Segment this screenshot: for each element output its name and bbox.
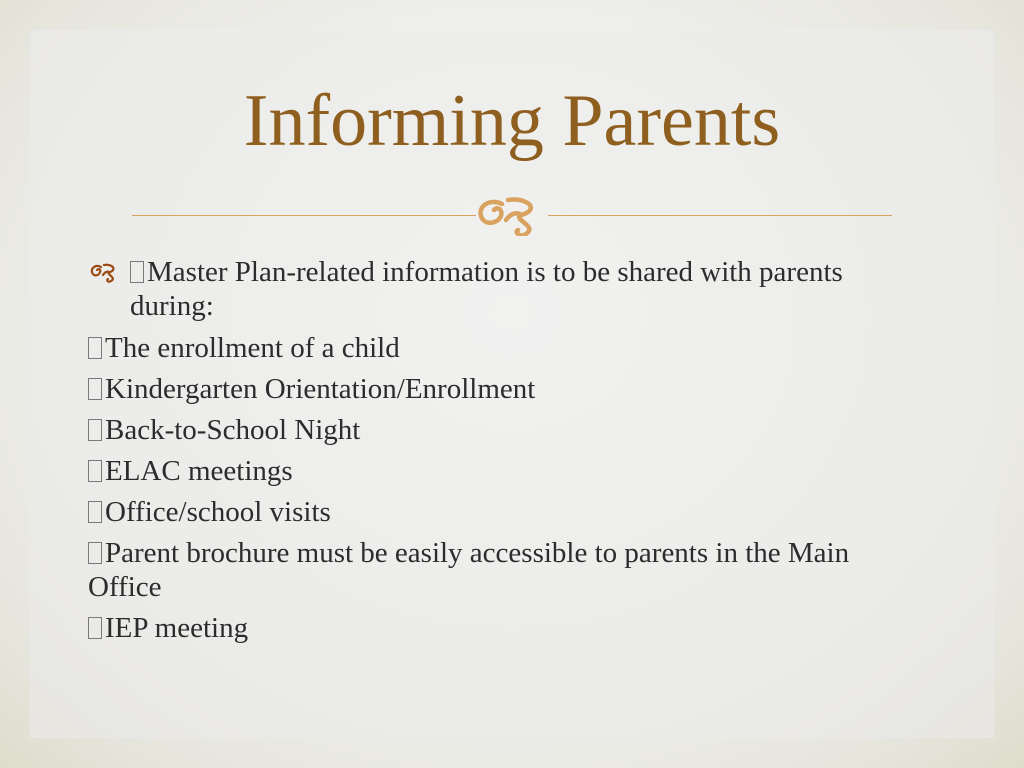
divider-rule-left <box>132 215 476 216</box>
scroll-flourish-icon <box>472 192 552 236</box>
divider-rule-right <box>548 215 892 216</box>
placeholder-glyph <box>88 337 102 359</box>
list-item <box>88 495 928 529</box>
list-item-text: Office/school visits <box>105 496 331 528</box>
placeholder-glyph <box>88 460 102 482</box>
list-item-text: The enrollment of a child <box>105 332 400 364</box>
list-item <box>88 611 928 645</box>
list-item-text: Back-to-School Night <box>105 414 361 446</box>
intro-text: Master Plan-related information is to be shared with parents during: <box>130 256 843 322</box>
placeholder-glyph <box>88 617 102 639</box>
list-item-text: Kindergarten Orientation/Enrollment <box>105 373 536 405</box>
placeholder-glyph <box>88 419 102 441</box>
list-item <box>88 454 928 488</box>
placeholder-glyph <box>88 378 102 400</box>
placeholder-glyph <box>88 542 102 564</box>
bullet-list <box>88 255 928 652</box>
list-item <box>88 331 928 365</box>
slide-title: Informing Parents <box>243 80 781 162</box>
list-item <box>88 536 928 604</box>
list-item-text: ELAC meetings <box>105 455 293 487</box>
placeholder-glyph <box>130 261 144 283</box>
list-item-text: IEP meeting <box>105 612 249 644</box>
list-item-text: Parent brochure must be easily accessible to parents in the Main Office <box>88 537 850 603</box>
list-item <box>88 372 928 406</box>
placeholder-glyph <box>88 501 102 523</box>
scroll-flourish-icon <box>88 260 120 284</box>
list-item <box>88 255 928 323</box>
list-item <box>88 413 928 447</box>
title-divider <box>132 192 892 236</box>
